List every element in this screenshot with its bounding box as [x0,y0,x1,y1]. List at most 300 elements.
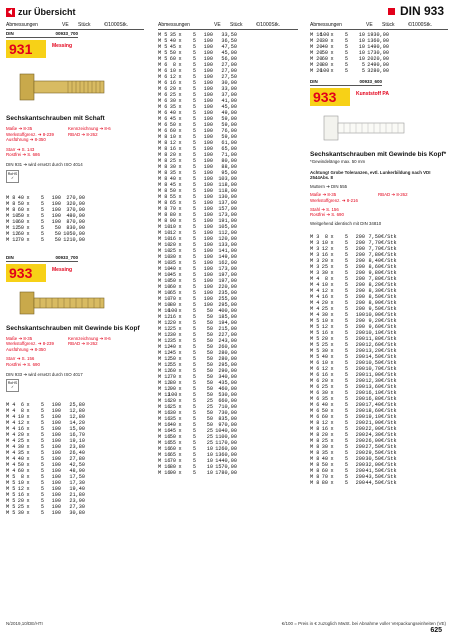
table-cell: 61,00 [221,140,237,146]
times-sign: x [178,350,182,356]
table-cell: 19,10 [69,438,85,445]
table-cell: 5 [192,98,196,104]
table-cell: 100 [203,128,213,134]
table-cell: 5 [344,270,348,277]
table-cell: 5 [40,414,44,421]
table-cell: 5 [192,80,196,86]
table-cell: 11,00 [365,372,381,379]
times-sign: x [178,230,182,236]
table-cell: M 8 [6,200,16,207]
table-cell: 6 [20,402,24,409]
table-cell: M 8 [6,194,16,201]
table-row [158,470,298,476]
times-sign: x [26,456,30,463]
table-cell: 220,00 [218,284,237,290]
notes-block: Maße ➔ 8-35 Kennzeichnung ➔ 8-6 Werkstoffgrenz. ➔ 8-239 RBAD ➔ 8-262 Ausführung ➔ 8-350 Starr ➔ S. 143 Rostfrei ➔ S. 686 DIN 931 ➔ wird ersetzt durch ISO 4014 [6,126,111,167]
table-cell: 2020,00 [367,56,389,62]
table-cell: 100 [203,224,213,230]
table-cell: 24,30 [365,432,381,439]
table-cell: 5 [40,212,44,219]
table-cell: 30 [321,312,328,319]
table-cell: 5 [192,458,196,464]
table-cell: 14,20 [69,420,85,427]
times-sign: x [26,230,30,237]
table-cell: M 10 [158,278,171,284]
table-cell: 100 [203,122,213,128]
times-sign: x [26,236,30,243]
unit-label: €/Stk [381,354,397,361]
table-cell: 16 [321,294,328,301]
table-cell: 5 [344,384,348,391]
unit-label: €/Stk [381,462,397,469]
table-cell: 20 [321,378,328,385]
table-cell: M 20 [310,50,323,56]
table-cell: 5 [192,452,196,458]
table-cell: 35 [169,416,176,422]
table-cell: 10 [169,224,176,230]
times-sign: x [178,152,182,158]
table-cell: 100 [203,188,213,194]
table-cell: 25,80 [69,402,85,409]
table-cell: 260,00 [218,344,237,350]
table-cell: M 5 [158,38,168,44]
table-cell: 5 [40,468,44,475]
times-sign: x [178,98,182,104]
table-cell: 100 [203,86,213,92]
table-cell: 5 [344,444,348,451]
table-cell: 48,90 [69,468,85,475]
table-cell: 95,00 [221,170,237,176]
table-cell: 41,00 [221,98,237,104]
table-cell: 71,00 [221,152,237,158]
table-cell: M 4 [6,444,16,451]
table-cell: 1360,00 [215,452,237,458]
notes-block: Maße ➔ 8-35 RBAD ➔ 8-262 Werkstoffgrenz. ➔ 8-216 Stahl ➔ S. 156 Rostfrei ➔ S. 690 Weitgehend identisch mit DIN 34810 [310,192,408,226]
times-sign: x [178,416,182,422]
table-cell: 30 [321,38,328,44]
times-sign: x [178,176,182,182]
table-cell: 530,00 [218,392,237,398]
times-sign: x [178,38,182,44]
table-cell: 100 [320,68,330,74]
table-cell: 40 [321,354,328,361]
table-cell: M 5 [158,44,168,50]
table-cell: M 5 [6,498,16,505]
times-sign: x [178,200,182,206]
table-cell: M 8 [158,188,168,194]
unit-label: €/Stk [381,456,397,463]
table-cell: 100 [51,498,61,505]
times-sign: x [330,468,334,475]
table-cell: 12 [321,246,328,253]
table-cell: 25 [17,438,24,445]
table-cell: M 3 [310,234,320,241]
table-cell: M 16 [158,404,171,410]
unit-label: €/Stk [381,408,397,415]
table-cell: M 4 [310,300,320,307]
unit-label: €/Stk [381,444,397,451]
table-cell: 8 [324,234,328,241]
table-cell: 60 [169,284,176,290]
table-cell: M 4 [6,432,16,439]
table-cell: 5 [344,62,348,68]
table-cell: 5 [344,50,348,56]
times-sign: x [330,240,334,247]
right-column [310,20,448,486]
table-cell: 173,00 [218,212,237,218]
table-cell: 295,00 [218,362,237,368]
table-cell: M 5 [310,342,320,349]
unit-label: €/Stk [381,240,397,247]
table-cell: 5 [344,330,348,337]
table-cell: 5 [344,258,348,265]
table-cell: 194,00 [218,320,237,326]
table-cell: 5 [40,200,44,207]
table-cell: 10 [358,56,365,62]
table-cell: 40 [321,456,328,463]
table-cell: 5 [192,110,196,116]
table-cell: 16 [321,330,328,337]
table-cell: 5 [192,38,196,44]
times-sign: x [178,368,182,374]
times-sign: x [178,296,182,302]
unit-label: €/Stk [381,468,397,475]
column-header: Abmessungen VE Stück €/1000Stk. [310,20,448,30]
table-cell: M 12 [158,374,171,380]
table-cell: 50 [206,320,213,326]
table-cell: 12,60 [365,342,381,349]
unit-label: €/Stk [381,306,397,313]
times-sign: x [178,302,182,308]
table-cell: 5 [344,372,348,379]
table-cell: 60 [321,56,328,62]
table-cell: 5 [192,254,196,260]
table-cell: 5 [344,342,348,349]
table-cell: 25 [169,158,176,164]
table-cell: 100 [51,510,61,517]
table-cell: 100 [51,432,61,439]
table-cell: 80 [321,62,328,68]
table-cell: 8,40 [368,258,381,265]
table-cell: M 8 [158,206,168,212]
table-cell: 55 [169,440,176,446]
material: Kunststoff PA [356,91,389,97]
table-cell: M 12 [158,380,171,386]
times-sign: x [330,354,334,361]
table-cell: 12,30 [365,378,381,385]
table-cell: 5 [192,398,196,404]
table-cell: 30 [169,98,176,104]
table-cell: M 8 [158,218,168,224]
table-cell: M 8 [158,152,168,158]
table-cell: M 10 [6,212,19,219]
table-cell: 1040,00 [215,428,237,434]
table-cell: 200 [355,426,365,433]
table-cell: 340,00 [218,374,237,380]
times-sign: x [178,410,182,416]
times-sign: x [26,218,30,225]
table-cell: 5 [192,176,196,182]
table-cell: 90 [169,470,176,476]
times-sign: x [178,470,182,476]
table-cell: 5 [192,134,196,140]
table-cell: 200 [355,294,365,301]
times-sign: x [178,218,182,224]
unit-label: €/Stk [381,378,397,385]
table-cell: 41,50 [365,468,381,475]
table-cell: 295,00 [218,302,237,308]
table-cell: M 6 [310,402,320,409]
table-cell: M 4 [6,450,16,457]
table-cell: 100 [203,56,213,62]
times-sign: x [330,378,334,385]
table-cell: M 10 [158,224,171,230]
table-cell: M 6 [310,414,320,421]
unit-label: €/Stk [381,324,397,331]
times-sign: x [330,438,334,445]
times-sign: x [178,236,182,242]
table-cell: 200 [355,300,365,307]
table-cell: 16 [169,314,176,320]
table-cell: 5 [192,212,196,218]
table-cell: 200 [355,396,365,403]
table-cell: 100 [51,218,61,225]
table-cell: 25 [321,264,328,271]
times-sign: x [178,374,182,380]
bolt-drawing [6,284,134,322]
unit-label: €/Stk [381,234,397,241]
table-cell: 5 [192,332,196,338]
table-cell: 16,70 [69,432,85,439]
table-cell: 23,90 [69,498,85,505]
table-cell: 30 [321,270,328,277]
table-cell: M 6 [310,390,320,397]
table-cell: M 4 [6,456,16,463]
table-cell: 870,00 [66,218,85,225]
table-cell: 200 [355,468,365,475]
table-cell: 100 [203,32,213,38]
table-cell: 5 [40,462,44,469]
table-cell: 200 [355,258,365,265]
times-sign: x [178,266,182,272]
table-cell: 100 [51,444,61,451]
table-cell: 200 [355,318,365,325]
table-cell: 5 [192,56,196,62]
times-sign: x [178,44,182,50]
times-sign: x [330,264,334,271]
times-sign: x [178,434,182,440]
table-cell: 5 [344,276,348,283]
times-sign: x [178,314,182,320]
table-cell: M 8 [310,462,320,469]
table-cell: 100 [203,260,213,266]
times-sign: x [178,272,182,278]
table-row [6,237,144,243]
table-cell: 30 [169,164,176,170]
table-cell: 50 [169,278,176,284]
times-sign: x [178,290,182,296]
table-cell: 5 [40,480,44,487]
unit-label: €/Stk [381,420,397,427]
table-cell: 50 [54,230,61,237]
table-cell: 1570,00 [215,464,237,470]
table-cell: 11,80 [365,336,381,343]
times-sign: x [330,336,334,343]
table-cell: M 10 [158,236,171,242]
unit-label: €/Stk [381,450,397,457]
times-sign: x [178,212,182,218]
middle-column [158,20,298,476]
table-cell: 7,70 [368,246,381,253]
times-sign: x [178,326,182,332]
table-cell: 5 [344,282,348,289]
table-cell: M 5 [6,504,16,511]
times-sign: x [26,438,30,445]
table-cell: 40 [169,266,176,272]
table-cell: 200 [355,270,365,277]
table-cell: 59,00 [221,116,237,122]
table-cell: 5 [192,248,196,254]
left-column [6,20,144,516]
table-cell: 100 [203,218,213,224]
table-cell: M 6 [310,360,320,367]
table-cell: 5 [192,314,196,320]
table-cell: M 6 [158,110,168,116]
table-cell: 25 [169,248,176,254]
unit-label: €/Stk [381,276,397,283]
table-cell: 227,00 [218,332,237,338]
table-cell: M 16 [310,32,323,38]
table-cell: 10 [321,318,328,325]
din-code-row: DIN 00933_700 [6,31,78,36]
times-sign: x [330,318,334,325]
table-cell: 5 [192,32,196,38]
table-cell: 5 [192,158,196,164]
table-cell: M 16 [158,470,171,476]
table-cell: 27,50 [221,74,237,80]
times-sign: x [330,462,334,469]
times-sign: x [178,386,182,392]
times-sign: x [178,74,182,80]
table-cell: 5 [192,296,196,302]
table-cell: 5 [192,122,196,128]
unit-label: €/Stk [381,474,397,481]
table-cell: 25 [169,326,176,332]
table-cell: M 4 [6,468,16,475]
table-cell: 10 [206,464,213,470]
table-cell: 100 [203,206,213,212]
times-sign: x [330,252,334,259]
table-cell: 50 [206,368,213,374]
table-cell: 5 [344,474,348,481]
times-sign: x [26,486,30,493]
table-cell: 30 [321,390,328,397]
table-cell: M 6 [158,80,168,86]
table-cell: 80 [169,380,176,386]
table-cell: M 5 [310,336,320,343]
table-cell: 255,00 [218,296,237,302]
unit-label: €/Stk [381,402,397,409]
times-sign: x [26,444,30,451]
unit-label: €/Stk [381,426,397,433]
table-cell: 100 [203,266,213,272]
table-cell: 9,20 [368,318,381,325]
table-cell: 14,50 [365,354,381,361]
table-cell: 1360,00 [367,38,389,44]
table-cell: 45 [169,182,176,188]
table-cell: 5 [192,50,196,56]
table-cell: 5 [344,432,348,439]
table-cell: 400,00 [218,308,237,314]
unit-label: €/Stk [381,372,397,379]
unit-label: €/Stk [381,258,397,265]
table-cell: 100 [51,402,61,409]
times-sign: x [178,242,182,248]
table-cell: 5 [192,182,196,188]
times-sign: x [178,428,182,434]
column-header: Abmessungen VE Stück €/1000Stk. [158,20,298,30]
times-sign: x [330,294,334,301]
table-cell: M 10 [158,254,171,260]
table-cell: M 8 [158,158,168,164]
table-cell: 200 [355,276,365,283]
table-cell: 40 [169,110,176,116]
table-cell: 10,10 [365,330,381,337]
table-cell: 8,30 [368,288,381,295]
times-sign: x [330,330,334,337]
table-cell: 5 [344,426,348,433]
table-cell: 118,00 [218,182,237,188]
table-cell: 100 [203,50,213,56]
table-cell: 105,00 [218,224,237,230]
table-cell: 5 [344,420,348,427]
times-sign: x [178,92,182,98]
back-to-overview-link[interactable]: zur Übersicht [6,6,76,18]
table-cell: 5 [344,68,348,74]
product-title: Sechskantschrauben mit Schaft [6,115,105,122]
table-cell: 100 [203,194,213,200]
table-cell: 5 [344,450,348,457]
table-cell: M 20 [310,62,323,68]
table-cell: 200 [355,384,365,391]
table-cell: 20 [321,336,328,343]
table-cell: 50 [206,416,213,422]
table-cell: 5 [344,378,348,385]
table-cell: M 5 [158,50,168,56]
table-cell: 118,00 [218,188,237,194]
table-cell: 1210,00 [63,236,85,243]
table-cell: M 16 [158,458,171,464]
table-cell: 70 [169,374,176,380]
table-cell: M 12 [6,236,19,243]
table-cell: 100 [51,474,61,481]
product-header [6,264,144,282]
table-cell: 80 [169,212,176,218]
table-cell: 162,00 [218,260,237,266]
table-cell: 200 [355,408,365,415]
table-cell: 10,70 [365,366,381,373]
product-number: 933 [6,264,46,282]
table-cell: 70 [17,236,24,243]
times-sign: x [330,450,334,457]
price-table-3 [310,32,448,74]
table-cell: 60 [321,414,328,421]
table-cell: 40 [169,176,176,182]
table-cell: 60 [17,468,24,475]
times-sign: x [178,344,182,350]
table-cell: 9,60 [368,324,381,331]
table-cell: 149,00 [218,254,237,260]
